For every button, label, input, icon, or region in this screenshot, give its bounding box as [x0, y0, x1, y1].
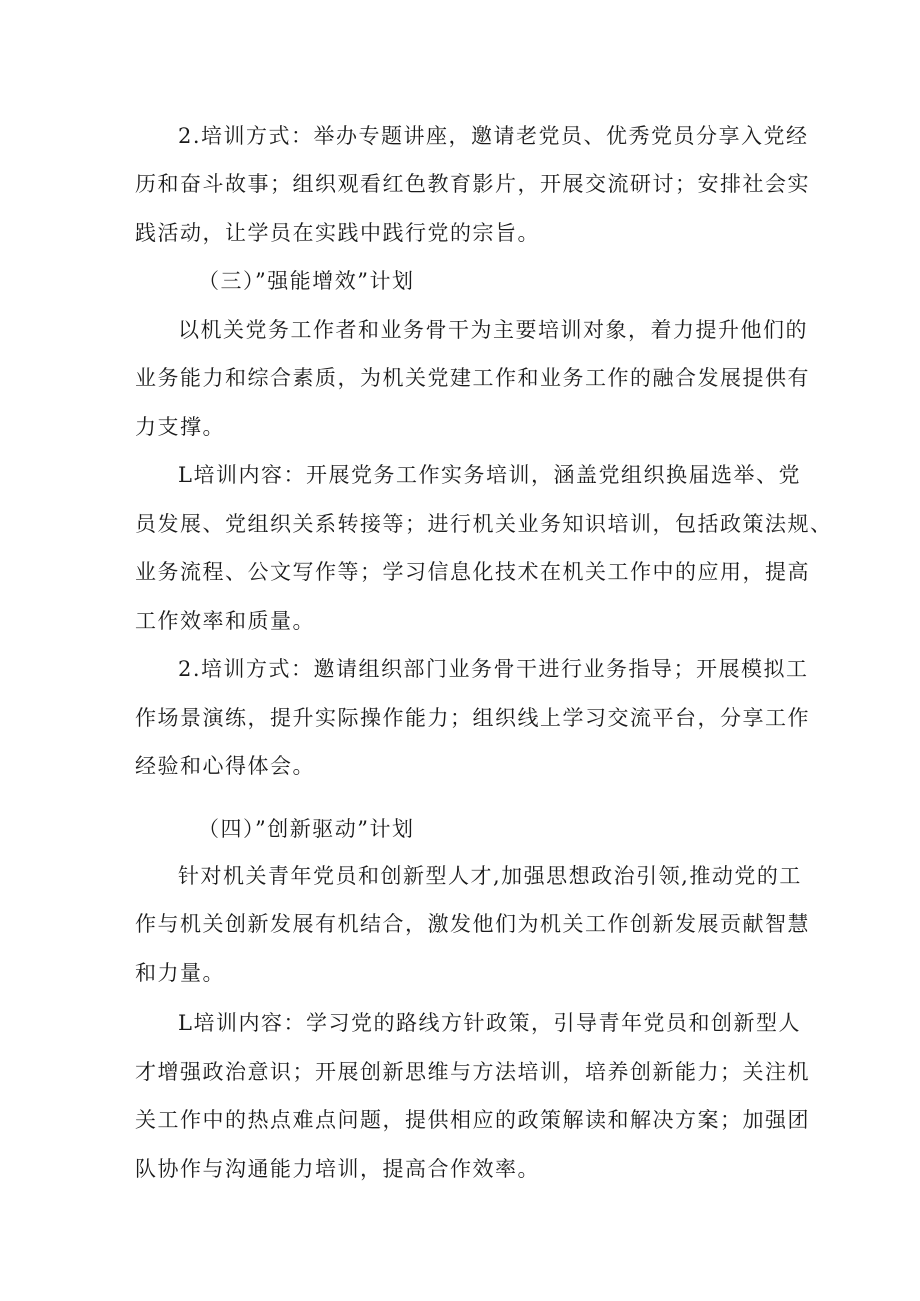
- paragraph-text-line: 才增强政治意识；开展创新思维与方法培训，培养创新能力；关注机: [135, 1060, 810, 1084]
- paragraph-text-line: 经验和心得体会。: [135, 754, 315, 778]
- paragraph-text-line: 历和奋斗故事；组织观看红色教育影片，开展交流研讨；安排社会实: [135, 172, 810, 196]
- paragraph-text-line: 员发展、党组织关系转接等；进行机关业务知识培训，包括政策法规、: [135, 512, 833, 536]
- paragraph-text-line: 工作效率和质量。: [135, 609, 315, 633]
- section-heading: （三）”强能增效”计划: [198, 269, 415, 293]
- paragraph-text-line: L培训内容：学习党的路线方针政策，引导青年党员和创新型人: [178, 1011, 801, 1035]
- paragraph-text-line: 业务流程、公文写作等；学习信息化技术在机关工作中的应用，提高: [135, 560, 810, 584]
- paragraph-text-line: 关工作中的热点难点问题，提供相应的政策解读和解决方案；加强团: [135, 1108, 810, 1132]
- paragraph-text-line: 和力量。: [135, 961, 225, 985]
- paragraph-text-line: 2.培训方式：举办专题讲座，邀请老党员、优秀党员分享入党经: [178, 124, 809, 148]
- paragraph-text-line: 作与机关创新发展有机结合，激发他们为机关工作创新发展贡献智慧: [135, 912, 810, 936]
- paragraph-text-line: L培训内容：开展党务工作实务培训，涵盖党组织换届选举、党: [178, 463, 801, 487]
- paragraph-text-line: 力支撑。: [135, 415, 225, 439]
- paragraph-text-line: 践活动，让学员在实践中践行党的宗旨。: [135, 221, 540, 245]
- paragraph-text-line: 2.培训方式：邀请组织部门业务骨干进行业务指导；开展模拟工: [178, 657, 809, 681]
- paragraph-text-line: 作场景演练，提升实际操作能力；组织线上学习交流平台，分享工作: [135, 706, 810, 730]
- paragraph-text-line: 业务能力和综合素质，为机关党建工作和业务工作的融合发展提供有: [135, 366, 810, 390]
- paragraph-text-line: 以机关党务工作者和业务骨干为主要培训对象，着力提升他们的: [178, 318, 808, 342]
- paragraph-text-line: 针对机关青年党员和创新型人才,加强思想政治引领,推动党的工: [178, 864, 802, 888]
- section-heading: （四）”创新驱动”计划: [198, 817, 415, 841]
- paragraph-text-line: 队协作与沟通能力培训，提高合作效率。: [135, 1157, 540, 1181]
